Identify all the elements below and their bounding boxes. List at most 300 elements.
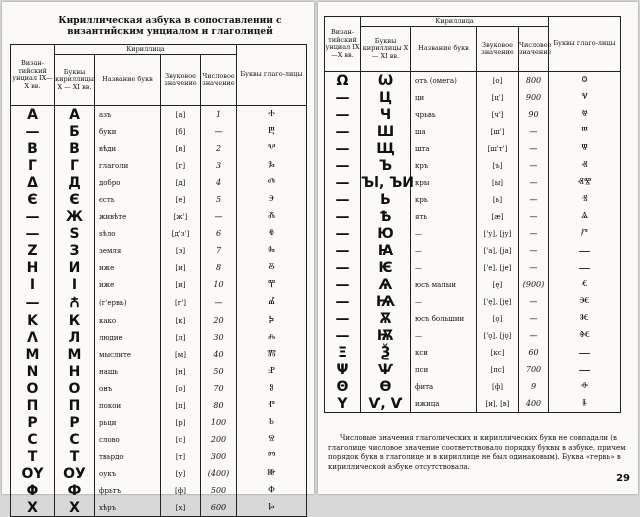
- table-row: [11, 448, 307, 465]
- byzantine-letter: —: [11, 208, 55, 225]
- sound-value: ['а], [jа]: [477, 242, 519, 259]
- numeric-value: —: [519, 157, 549, 174]
- cyrillic-letter: Ѧ: [361, 276, 411, 293]
- sound-value: [б]: [161, 123, 201, 140]
- byzantine-letter: Ξ: [325, 344, 361, 361]
- byzantine-letter: Υ: [325, 395, 361, 413]
- glagolitic-letter: ⱂ: [237, 397, 307, 414]
- sound-value: [и], [в]: [477, 395, 519, 413]
- letter-name: крь: [411, 191, 477, 208]
- glagolitic-letter: ⱅ: [237, 448, 307, 465]
- glagolitic-letter: ⱗ: [549, 293, 621, 310]
- table-row: [11, 106, 307, 124]
- table-row: [325, 89, 621, 106]
- letter-name: кры: [411, 174, 477, 191]
- letter-name: юсъ большии: [411, 310, 477, 327]
- glagolitic-letter: ⱑ: [549, 208, 621, 225]
- letter-name: хѣръ: [95, 499, 161, 517]
- glagolitic-letter: —: [549, 259, 621, 276]
- cyrillic-letter: Р: [55, 414, 95, 431]
- header-glagolitic: Буквы глаго-лицы: [549, 17, 621, 72]
- table-row: [325, 344, 621, 361]
- table-row: [11, 414, 307, 431]
- glagolitic-letter: ⱓ: [549, 225, 621, 242]
- table-row: [325, 361, 621, 378]
- numeric-value: 100: [201, 414, 237, 431]
- numeric-value: 10: [201, 276, 237, 293]
- table-row: [11, 465, 307, 482]
- sound-value: [ǫ]: [477, 310, 519, 327]
- glagolitic-letter: ⰻ: [237, 259, 307, 276]
- sound-value: [п]: [161, 397, 201, 414]
- byzantine-letter: —: [325, 327, 361, 344]
- byzantine-letter: Θ: [325, 378, 361, 395]
- letter-name: мыслите: [95, 346, 161, 363]
- numeric-value: —: [519, 174, 549, 191]
- letter-name: ѕѣло: [95, 225, 161, 242]
- header-name: Название букв: [95, 55, 161, 106]
- letter-name: —: [411, 242, 477, 259]
- letter-name: ижица: [411, 395, 477, 413]
- numeric-value: —: [519, 242, 549, 259]
- cyrillic-letter: Т: [55, 448, 95, 465]
- glagolitic-letter: ⰸ: [237, 242, 307, 259]
- sound-value: [ę]: [477, 276, 519, 293]
- cyrillic-letter: К: [55, 312, 95, 329]
- byzantine-letter: —: [11, 123, 55, 140]
- cyrillic-letter: Ѳ: [361, 378, 411, 395]
- letter-name: оукъ: [95, 465, 161, 482]
- byzantine-letter: ΟΥ: [11, 465, 55, 482]
- right-page: [318, 2, 638, 494]
- byzantine-letter: Χ: [11, 499, 55, 517]
- glagolitic-letter: ⱐ: [549, 191, 621, 208]
- byzantine-letter: Φ: [11, 482, 55, 499]
- sound-value: [ш']: [477, 123, 519, 140]
- cyrillic-letter: В: [55, 140, 95, 157]
- header-byzantine: Визан-тийский унциал IX—X вв.: [325, 17, 361, 72]
- letter-name: иже: [95, 276, 161, 293]
- letter-name: шта: [411, 140, 477, 157]
- glagolitic-letter: ⱌ: [549, 89, 621, 106]
- byzantine-letter: Κ: [11, 312, 55, 329]
- sound-value: [ч']: [477, 106, 519, 123]
- letter-name: ять: [411, 208, 477, 225]
- sound-value: ['ę], [ję]: [477, 293, 519, 310]
- table-row: [11, 140, 307, 157]
- letter-name: глаголи: [95, 157, 161, 174]
- numeric-value: 7: [201, 242, 237, 259]
- table-row: [325, 276, 621, 293]
- cyrillic-letter: Ъl, ЪИ: [361, 174, 415, 191]
- byzantine-letter: Τ: [11, 448, 55, 465]
- byzantine-letter: Α: [11, 106, 55, 124]
- cyrillic-letter: Ь: [361, 191, 411, 208]
- sound-value: [о]: [161, 380, 201, 397]
- header-cyrillic: Буквы кириллицы X — XI вв.: [361, 27, 411, 72]
- page-number: 29: [616, 473, 630, 484]
- sound-value: [р]: [161, 414, 201, 431]
- glagolitic-letter: ⰹ: [237, 276, 307, 293]
- sound-value: [у]: [161, 465, 201, 482]
- table-row: [11, 499, 307, 517]
- sound-value: [пс]: [477, 361, 519, 378]
- byzantine-letter: —: [325, 293, 361, 310]
- cyrillic-letter: Ѵ, Ѵ: [361, 395, 411, 413]
- numeric-value: —: [519, 310, 549, 327]
- table-row: [325, 123, 621, 140]
- glagolitic-letter: ⰱ: [237, 123, 307, 140]
- cyrillic-letter: И: [55, 259, 95, 276]
- table-row: [11, 363, 307, 380]
- glagolitic-letter: ⰳ: [237, 157, 307, 174]
- glagolitic-letter: ⱉ: [549, 72, 621, 90]
- cyrillic-letter: Ѕ: [55, 225, 95, 242]
- cyrillic-letter: Д: [55, 174, 95, 191]
- numeric-value: 900: [519, 89, 549, 106]
- cyrillic-letter: Ѡ: [361, 72, 411, 90]
- cyrillic-letter: Ч: [361, 106, 411, 123]
- sound-value: [м]: [161, 346, 201, 363]
- byzantine-letter: Ο: [11, 380, 55, 397]
- sound-value: [д'з']: [161, 225, 201, 242]
- numeric-value: 500: [201, 482, 237, 499]
- cyrillic-letter: Ф: [55, 482, 95, 499]
- glagolitic-letter: ⰷ: [237, 225, 307, 242]
- cyrillic-letter: Ѣ: [361, 208, 411, 225]
- glagolitic-letter: ⱔ: [549, 276, 621, 293]
- byzantine-letter: В: [11, 140, 55, 157]
- numeric-value: 4: [201, 174, 237, 191]
- glagolitic-letter: ⱇ: [237, 482, 307, 499]
- table-row: [325, 242, 621, 259]
- glagolitic-letter: ⱀ: [237, 363, 307, 380]
- header-sound: Звуковое значение: [161, 55, 201, 106]
- glagolitic-letter: ⱄ: [237, 431, 307, 448]
- sound-value: [и]: [161, 276, 201, 293]
- letter-name: юсъ малыи: [411, 276, 477, 293]
- cyrillic-letter: А: [55, 106, 95, 124]
- glagolitic-letter: ⰰ: [237, 106, 307, 124]
- table-row: [325, 259, 621, 276]
- numeric-value: 9: [519, 378, 549, 395]
- cyrillic-letter: Ж: [55, 208, 95, 225]
- cyrillic-letter: Л: [55, 329, 95, 346]
- cyrillic-letter: Г: [55, 157, 95, 174]
- glagolitic-letter: ⰼ: [237, 293, 307, 312]
- glagolitic-letter: ⰶ: [237, 208, 307, 225]
- byzantine-letter: —: [325, 123, 361, 140]
- glagolitic-letter: ⱎ: [549, 123, 621, 140]
- letter-name: фита: [411, 378, 477, 395]
- cyrillic-letter: З: [55, 242, 95, 259]
- byzantine-letter: Λ: [11, 329, 55, 346]
- byzantine-letter: Ψ: [325, 361, 361, 378]
- table-row: [11, 174, 307, 191]
- table-row: [11, 276, 307, 293]
- cyrillic-letter: Ꙉ: [55, 293, 95, 312]
- numeric-value: —: [519, 123, 549, 140]
- numeric-value: 5: [201, 191, 237, 208]
- table-row: [11, 208, 307, 225]
- table-row: [11, 431, 307, 448]
- glagolitic-letter: ⱋ: [549, 140, 621, 157]
- numeric-value: 300: [201, 448, 237, 465]
- table-row: [11, 191, 307, 208]
- table-row: [325, 293, 621, 310]
- letter-name: како: [95, 312, 161, 329]
- numeric-value: —: [519, 191, 549, 208]
- letter-name: —: [411, 293, 477, 310]
- letter-name: —: [411, 327, 477, 344]
- left-page: [2, 2, 314, 516]
- byzantine-letter: —: [325, 310, 361, 327]
- glagolitic-letter: ⱛ: [549, 395, 621, 413]
- letter-name: буки: [95, 123, 161, 140]
- letter-name: пси: [411, 361, 477, 378]
- table-row: [11, 123, 307, 140]
- numeric-value: 3: [201, 157, 237, 174]
- table-body-right: [325, 72, 621, 413]
- glagolitic-letter: ⱏⰺ: [549, 174, 621, 191]
- sound-value: [и]: [161, 259, 201, 276]
- sound-value: [г]: [161, 157, 201, 174]
- sound-value: [с]: [161, 431, 201, 448]
- table-row: [11, 312, 307, 329]
- table-row: [325, 327, 621, 344]
- letter-name: иже: [95, 259, 161, 276]
- byzantine-letter: —: [325, 191, 361, 208]
- sound-value: [ж']: [161, 208, 201, 225]
- sound-value: [ш'т']: [477, 140, 519, 157]
- numeric-value: 2: [201, 140, 237, 157]
- glagolitic-letter: ⱙ: [549, 327, 621, 344]
- sound-value: [ы]: [477, 174, 519, 191]
- table-row: [325, 191, 621, 208]
- sound-value: [ъ]: [477, 157, 519, 174]
- table-row: [11, 380, 307, 397]
- numeric-value: (900): [519, 276, 549, 293]
- cyrillic-letter: Н: [55, 363, 95, 380]
- numeric-value: 800: [519, 72, 549, 90]
- table-row: [325, 72, 621, 90]
- sound-value: [ф]: [161, 482, 201, 499]
- header-glagolitic: Буквы глаго-лицы: [237, 45, 307, 106]
- sound-value: [ф]: [477, 378, 519, 395]
- letter-name: кръ: [411, 157, 477, 174]
- table-row: [11, 346, 307, 363]
- cyrillic-letter: Ѱ: [361, 361, 411, 378]
- cyrillic-letter: О: [55, 380, 95, 397]
- byzantine-letter: —: [11, 225, 55, 242]
- numeric-value: —: [201, 123, 237, 140]
- glagolitic-letter: ⱚ: [549, 378, 621, 395]
- cyrillic-letter: Ѫ: [361, 310, 411, 327]
- table-row: [11, 242, 307, 259]
- sound-value: [о]: [477, 72, 519, 90]
- letter-name: азъ: [95, 106, 161, 124]
- letter-name: (г'ервь): [95, 293, 161, 312]
- numeric-value: —: [201, 293, 237, 312]
- byzantine-letter: Ω: [325, 72, 361, 90]
- glagolitic-letter: —: [549, 361, 621, 378]
- byzantine-letter: Г: [11, 157, 55, 174]
- numeric-value: 6: [201, 225, 237, 242]
- cyrillic-letter: Х: [55, 499, 95, 517]
- table-row: [325, 378, 621, 395]
- table-row: [11, 329, 307, 346]
- cyrillic-letter: Ѯ: [361, 344, 411, 361]
- glagolitic-letter: —: [549, 344, 621, 361]
- byzantine-letter: —: [325, 225, 361, 242]
- header-cyrillic-group: Кириллица: [55, 45, 237, 55]
- sound-value: ['ǫ], [jǫ]: [477, 327, 519, 344]
- numeric-value: —: [519, 208, 549, 225]
- cyrillic-letter: Ѭ: [361, 327, 411, 344]
- letter-name: вѣди: [95, 140, 161, 157]
- byzantine-letter: —: [325, 174, 361, 191]
- cyrillic-letter: Ѩ: [361, 293, 411, 310]
- cyrillic-letter: Б: [55, 123, 95, 140]
- table-row: [325, 225, 621, 242]
- byzantine-letter: Π: [11, 397, 55, 414]
- byzantine-letter: Є: [11, 191, 55, 208]
- numeric-value: 700: [519, 361, 549, 378]
- table-row: [11, 397, 307, 414]
- cyrillic-letter: Ꙗ: [361, 242, 411, 259]
- numeric-value: 600: [201, 499, 237, 517]
- table-row: [11, 259, 307, 276]
- sound-value: ['е], [jе]: [477, 259, 519, 276]
- byzantine-letter: —: [325, 276, 361, 293]
- cyrillic-letter: М: [55, 346, 95, 363]
- table-row: [11, 225, 307, 242]
- sound-value: [а]: [161, 106, 201, 124]
- sound-value: [х]: [161, 499, 201, 517]
- sound-value: [з]: [161, 242, 201, 259]
- numeric-value: —: [519, 225, 549, 242]
- numeric-value: 50: [201, 363, 237, 380]
- table-row: [325, 395, 621, 413]
- cyrillic-letter: Ц: [361, 89, 411, 106]
- sound-value: [г']: [161, 293, 201, 312]
- cyrillic-letter: Ѥ: [361, 259, 411, 276]
- table-body-left: [11, 106, 307, 517]
- table-row: [11, 482, 307, 499]
- header-sound: Звуковое значение: [477, 27, 519, 72]
- letter-name: чрьвь: [411, 106, 477, 123]
- cyrillic-letter: П: [55, 397, 95, 414]
- header-numeric: Числовое значение: [201, 55, 237, 106]
- glagolitic-letter: ⰾ: [237, 329, 307, 346]
- sound-value: [ь]: [477, 191, 519, 208]
- byzantine-letter: Ζ: [11, 242, 55, 259]
- cyrillic-letter: ОУ: [55, 465, 95, 482]
- numeric-value: 1: [201, 106, 237, 124]
- numeric-value: 70: [201, 380, 237, 397]
- cyrillic-letter: І: [55, 276, 95, 293]
- glagolitic-letter: ⰴ: [237, 174, 307, 191]
- byzantine-letter: —: [325, 208, 361, 225]
- letter-name: земля: [95, 242, 161, 259]
- sound-value: [æ]: [477, 208, 519, 225]
- letter-name: —: [411, 259, 477, 276]
- table-row: [325, 310, 621, 327]
- letter-name: твьрдо: [95, 448, 161, 465]
- byzantine-letter: Ι: [11, 276, 55, 293]
- numeric-value: 8: [201, 259, 237, 276]
- table-row: [325, 208, 621, 225]
- byzantine-letter: Ν: [11, 363, 55, 380]
- table-row: [325, 140, 621, 157]
- sound-value: [д]: [161, 174, 201, 191]
- letter-name: нашь: [95, 363, 161, 380]
- glagolitic-letter: ⱁ: [237, 380, 307, 397]
- alphabet-table-right: [324, 16, 621, 413]
- letter-name: ци: [411, 89, 477, 106]
- glagolitic-letter: ⰽ: [237, 312, 307, 329]
- table-row: [325, 106, 621, 123]
- glagolitic-letter: ⰵ: [237, 191, 307, 208]
- header-cyrillic: Буквы кириллицы X — XI вв.: [55, 55, 95, 106]
- letter-name: покои: [95, 397, 161, 414]
- cyrillic-letter: С: [55, 431, 95, 448]
- sound-value: [т]: [161, 448, 201, 465]
- table-row: [11, 293, 307, 312]
- glagolitic-letter: —: [549, 242, 621, 259]
- numeric-value: 60: [519, 344, 549, 361]
- header-cyrillic-group: Кириллица: [361, 17, 549, 27]
- cyrillic-letter: Ю: [361, 225, 411, 242]
- cyrillic-letter: Ш: [361, 123, 411, 140]
- numeric-value: 200: [201, 431, 237, 448]
- glagolitic-letter: ⱃ: [237, 414, 307, 431]
- numeric-value: —: [519, 140, 549, 157]
- numeric-value: —: [519, 327, 549, 344]
- letter-name: живѣте: [95, 208, 161, 225]
- table-row: [325, 157, 621, 174]
- byzantine-letter: —: [325, 106, 361, 123]
- byzantine-letter: —: [325, 89, 361, 106]
- header-byzantine: Визан-тийский унциал IX—X вв.: [11, 45, 55, 106]
- sound-value: [н]: [161, 363, 201, 380]
- letter-name: рьци: [95, 414, 161, 431]
- byzantine-letter: —: [325, 259, 361, 276]
- glagolitic-letter: ⱏ: [549, 157, 621, 174]
- letter-name: ша: [411, 123, 477, 140]
- header-numeric: Числовое значение: [519, 27, 549, 72]
- sound-value: [л]: [161, 329, 201, 346]
- numeric-value: —: [519, 293, 549, 310]
- numeric-value: —: [519, 259, 549, 276]
- letter-name: онъ: [95, 380, 161, 397]
- numeric-value: 90: [519, 106, 549, 123]
- cyrillic-letter: Щ: [361, 140, 411, 157]
- sound-value: ['у], [jу]: [477, 225, 519, 242]
- numeric-value: 20: [201, 312, 237, 329]
- byzantine-letter: С: [11, 431, 55, 448]
- byzantine-letter: Μ: [11, 346, 55, 363]
- glagolitic-letter: ⱘ: [549, 310, 621, 327]
- cyrillic-letter: Є: [55, 191, 95, 208]
- cyrillic-letter: Ъ: [361, 157, 411, 174]
- numeric-value: 40: [201, 346, 237, 363]
- header-name: Название букв: [411, 27, 477, 72]
- byzantine-letter: —: [325, 140, 361, 157]
- glagolitic-letter: ⱍ: [549, 106, 621, 123]
- letter-name: отъ (омега): [411, 72, 477, 90]
- sound-value: [в]: [161, 140, 201, 157]
